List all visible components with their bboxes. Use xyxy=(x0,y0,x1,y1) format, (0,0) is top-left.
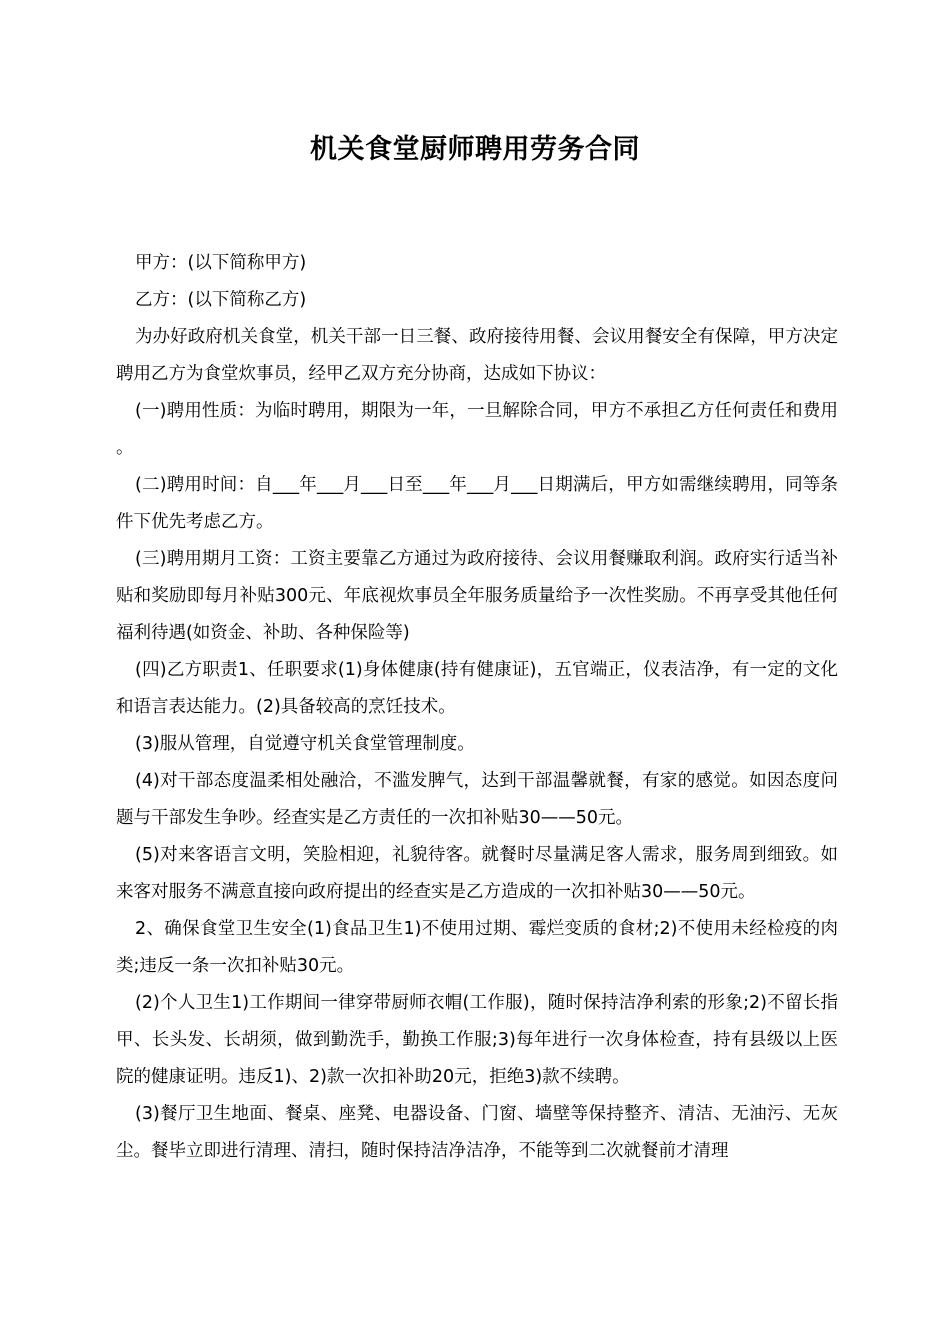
preamble-paragraph: 为办好政府机关食堂，机关干部一日三餐、政府接待用餐、会议用餐安全有保障，甲方决定聘用乙方为食堂炊事员，经甲乙双方充分协商，达成如下协议： xyxy=(116,327,838,384)
personal-hygiene-paragraph: (2)个人卫生1)工作期间一律穿带厨师衣帽(工作服)，随时保持洁净利索的形象;2)不留长指甲、长头发、长胡须，做到勤洗手，勤换工作服;3)每年进行一次身体检查，持有县级以上医院的健康证明。违反1)、2)款一次扣补助20元，拒绝3)款不续聘。 xyxy=(116,993,838,1087)
clause-4-paragraph: (四)乙方职责1、任职要求(1)身体健康(持有健康证)，五官端正，仪表洁净，有一定的文化和语言表达能力。(2)具备较高的烹饪技术。 xyxy=(116,660,838,717)
clause-4-item-4: (4)对干部态度温柔相处融洽，不滥发脾气，达到干部温馨就餐，有家的感觉。如因态度问题与干部发生争吵。经查实是乙方责任的一次扣补贴30——50元。 xyxy=(116,771,838,828)
document-title: 机关食堂厨师聘用劳务合同 xyxy=(310,134,640,165)
dining-hall-hygiene-paragraph: (3)餐厅卫生地面、餐桌、座凳、电器设备、门窗、墙壁等保持整齐、清洁、无油污、无灰尘。餐毕立即进行清理、清扫，随时保持洁净洁净，不能等到二次就餐前才清理 xyxy=(116,1104,838,1161)
clause-2-paragraph: (二)聘用时间：自___年___月___日至___年___月___日期满后，甲方如需继续聘用，同等条件下优先考虑乙方。 xyxy=(116,475,838,532)
hygiene-clause-paragraph: 2、确保食堂卫生安全(1)食品卫生1)不使用过期、霉烂变质的食材;2)不使用未经检疫的肉类;违反一条一次扣补贴30元。 xyxy=(116,919,838,976)
clause-4-item-5: (5)对来客语言文明，笑脸相迎，礼貌待客。就餐时尽量满足客人需求，服务周到细致。如来客对服务不满意直接向政府提出的经查实是乙方造成的一次扣补贴30——50元。 xyxy=(116,845,838,902)
clause-3-paragraph: (三)聘用期月工资：工资主要靠乙方通过为政府接待、会议用餐赚取利润。政府实行适当补贴和奖励即每月补贴300元、年底视炊事员全年服务质量给予一次性奖励。不再享受其他任何福利待遇(如资金、补助、各种保险等) xyxy=(116,549,838,643)
clause-1-paragraph: (一)聘用性质：为临时聘用，期限为一年，一旦解除合同，甲方不承担乙方任何责任和费用。 xyxy=(116,401,838,458)
clause-4-item-3: (3)服从管理，自觉遵守机关食堂管理制度。 xyxy=(135,734,475,754)
party-b-line: 乙方：(以下简称乙方) xyxy=(135,290,307,310)
party-a-line: 甲方：(以下简称甲方) xyxy=(135,253,307,273)
document-body xyxy=(116,245,838,1170)
